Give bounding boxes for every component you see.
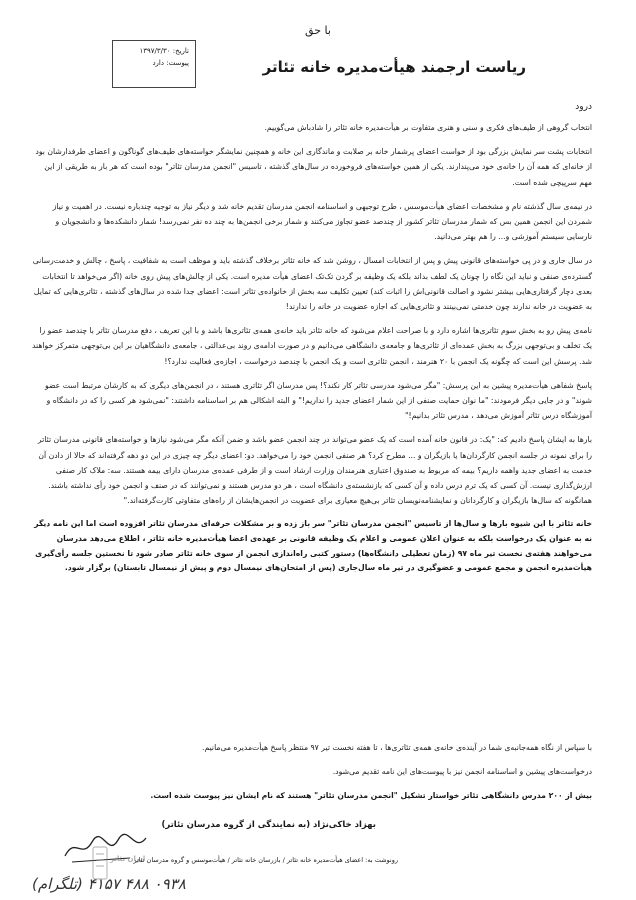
letter-closing xyxy=(32,740,592,812)
body-paragraph: بارها به ایشان پاسخ دادیم که: "یک: در قانون خانه آمده است که یک عضو می‌تواند در چند انجمن عضو باشد و ضمن آنکه مگر می‌شود نیازها و خواسته‌های قانونی مدرسان تئاتر را برای نمونه در جلسه انجمن کارگردان‌ها یا بازیگران و ... مطرح کرد؟ هر صنفی انجمن خود را می‌خواهد. دو: اعضای دیگر چه چیزی در این دو دهه گرفته‌اند که حالا از دادن آن خدمت به اعضای جدید واهمه داریم؟ بیمه که مربوط به صندوق اعتباری هنرمندان وزارت ارشاد است و از طرفی عمده‌ی مدرسان دارای بیمه هستند. سه: ملاک کار صنفی ارزش‌گذاری نیست. آن کسی که یک ترم درس داده و آن کسی که بازنشسته‌ی دانشگاه است ، هر دو مدرس هستند و نمی‌توانند که در صنف و انجمن خود رأی نداشته باشند. همانگونه که سال‌ها بازیگران و کارگردانان و نمایشنامه‌نویسان تئاتر بی‌هیچ معیاری برای عضویت در انجمن‌هایشان از راه‌های متفاوتی کارت‌گرفته‌اند." xyxy=(37,435,592,506)
body-paragraph: در نیمه‌ی سال گذشته نام و مشخصات اعضای هیأت‌موسس ، طرح توجیهی و اساسنامه انجمن مدرسان تقدیم خانه شد و دیگر نیاز به توجیه چندباره نیست. در اهمیت و نیاز شمردن این انجمن همین بس که شمار مدرسان تئاتر کشور از چندصد عضو تجاوز می‌کنند و شمار برخی انجمن‌ها به چند ده نفر نمی‌رسد! شمار دانشکده‌ها و دانشجویان و نارسایی سیستم آموزشی و... را هم بهتر می‌دانید. xyxy=(52,201,592,242)
body-paragraph: نامه‌ی پیش رو به بخش سوم تئاتری‌ها اشاره دارد و با صراحت اعلام می‌شود که خانه تئاتر باید خانه‌ی همه‌ی تئاتری‌ها باشد و با این تعریف ، دفع مدرسان تئاتر با چندصد عضو را یک تخلف و بی‌توجهی بزرگ به بخش عمده‌ای از تئاتری‌ها و جامعه‌ی دانشگاهی می‌دانیم و در صورت ادامه‌ی روند بی‌عدالتی ، جامعه‌ی دانشگاهیان بر این بی‌توجهی متمرکز خواهند شد. پرسش این است که چگونه یک انجمن با ۲۰ هنرمند ، انجمن تئاتری است و یک انجمن با چندصد درخواست ، اجازه‌ی فعالیت ندارد؟! xyxy=(32,326,592,366)
body-paragraph: انتخاب گروهی از طیف‌های فکری و سنی و هنری متفاوت بر هیأت‌مدیره خانه تئاتر را شادباش می‌گوییم. xyxy=(264,123,592,132)
body-paragraph: انتخابات پشت سر نمایش بزرگی بود از خواست اعضای پرشمار خانه بر صلابت و ماندگاری این خانه و همچنین نمایشگر خواسته‌های طیف‌های گوناگون و اعضای طرفدارشان بود از خانه‌ای که همه آن را خانه‌ی خود می‌پندارند. یکی از همین خواسته‌های فروخورده در سال‌های گذشته ، تاسیس "انجمن مدرسان تئاتر" بوده است که هر بار به طریقی از این مهم سرپیچی شده است. xyxy=(35,147,592,187)
body-paragraph: پاسخ شفاهی هیأت‌مدیره پیشین به این پرسش: "مگر می‌شود مدرسی تئاتر کار نکند؟! پس مدرسان اگر تئاتری هستند ، در انجمن‌های دیگری که به کارشان مرتبط است عضو شوند" و در جایی دیگر فرمودند: "ما نوان حمایت صنفی از این شمار اعضای جدید را نداریم!" و البته اشکالی هم بر اساسنامه داشتند: "نمی‌شود هر کسی را که در دانشگاه و آموزشگاه درس تئاتر آموزش می‌دهد ، مدرس تئاتر بدانیم!" xyxy=(45,380,592,421)
attachment-label: پیوست: دارد xyxy=(152,59,189,67)
letter-body xyxy=(32,120,592,585)
body-paragraph: در سال جاری و در پی خواسته‌های قانونی پیش و پس از انتخابات امسال ، روشن شد که خانه تئاتر برخلاف گذشته باید و موظف است به شفافیت ، پاسخ ، چالش و خدمت‌رسانی گسترده‌ی صنفی و نباید این نگاه را چونان یک لطف بداند بلکه یک وظیفه بر گردن تک‌تک اعضای هیأت مدیره است. یکی از چالش‌های پیش روی خانه (اگر می‌خواهد تا انتخابات بعدی دچار گرفتاری‌هایی بیشتر نشود و اصالت قانونی‌اش را اثبات کند) تعیین تکلیف سه بخش از خانواده‌ی تئاتر است: اعضای جدا شده در سال‌های گذشته ، تئاتری‌هایی که تمایل به عضویت در خانه ندارند چون خدمتی نمی‌بینند و تئاتری‌هایی که اجازه عضویت در خانه را ندارند! xyxy=(32,256,592,312)
body-paragraph: خانه تئاتر با این شیوه بارها و سال‌ها از تاسیس "انجمن مدرسان تئاتر" سر باز زده و بر مشکلات حرفه‌ای مدرسان تئاتر افزوده است اما این نامه دیگر نه به عنوان یک درخواست بلکه به عنوان اعلان عمومی و اعلام یک وظیفه قانونی بر عهده‌ی اعضا هیأت‌مدیره خانه تئاتر ، اطلاع می‌دهد مدرسان می‌خواهند هفته‌ی نخست تیر ماه ۹۷ (زمان تعطیلی دانشگاه‌ها) دستور کتبی راه‌اندازی انجمن از سوی خانه تئاتر صادر شود تا نخستین جلسه رأی‌گیری هیأت‌مدیره انجمن و مجمع عمومی و عضوگیری در تیر ماه سال‌جاری (پس از امتحان‌های نیمسال دوم و پیش از نیمسال تابستان) برگزار شود. xyxy=(34,519,592,573)
date-attachment-box xyxy=(112,40,196,88)
recipient-title: ریاست ارجمند هیأت‌مدیره خانه تئاتر xyxy=(262,58,526,76)
signer-name: بهزاد خاکی‌نژاد (به نمایندگی از گروه مدرسان تئاتر) xyxy=(161,820,376,830)
watermark-text: ایران تئاتر xyxy=(110,855,146,863)
closing-line: با سپاس از نگاه همه‌جانبه‌ی شما در آینده‌ی خانه‌ی همه‌ی تئاتری‌ها ، تا هفته نخست تیر ۹۷ منتظر پاسخ هیأت‌مدیره می‌مانیم. xyxy=(202,743,592,752)
greeting: درود xyxy=(575,102,592,112)
closing-line: درخواست‌های پیشین و اساسنامه انجمن نیز با پیوست‌های این نامه تقدیم می‌شود. xyxy=(332,767,592,776)
handwritten-phone-number: ۰۹۳۸ ۴۸۸ ۴۱۵۷ (تلگرام) xyxy=(32,875,186,893)
basmala: با حق xyxy=(305,24,331,37)
closing-line: بیش از ۲۰۰ مدرس دانشگاهی تئاتر خواستار تشکیل "انجمن مدرسان تئاتر" هستند که نام ایشان نیز پیوست شده است. xyxy=(150,791,592,800)
date-label: تاریخ: ۱۳۹۷/۳/۳۰ xyxy=(139,47,189,55)
carbon-copy-line: رونوشت به: اعضای هیأت‌مدیره خانه تئاتر / بازرسان خانه تئاتر / هیأت‌موسس و گروه مدرسان تئاتر xyxy=(133,856,398,864)
